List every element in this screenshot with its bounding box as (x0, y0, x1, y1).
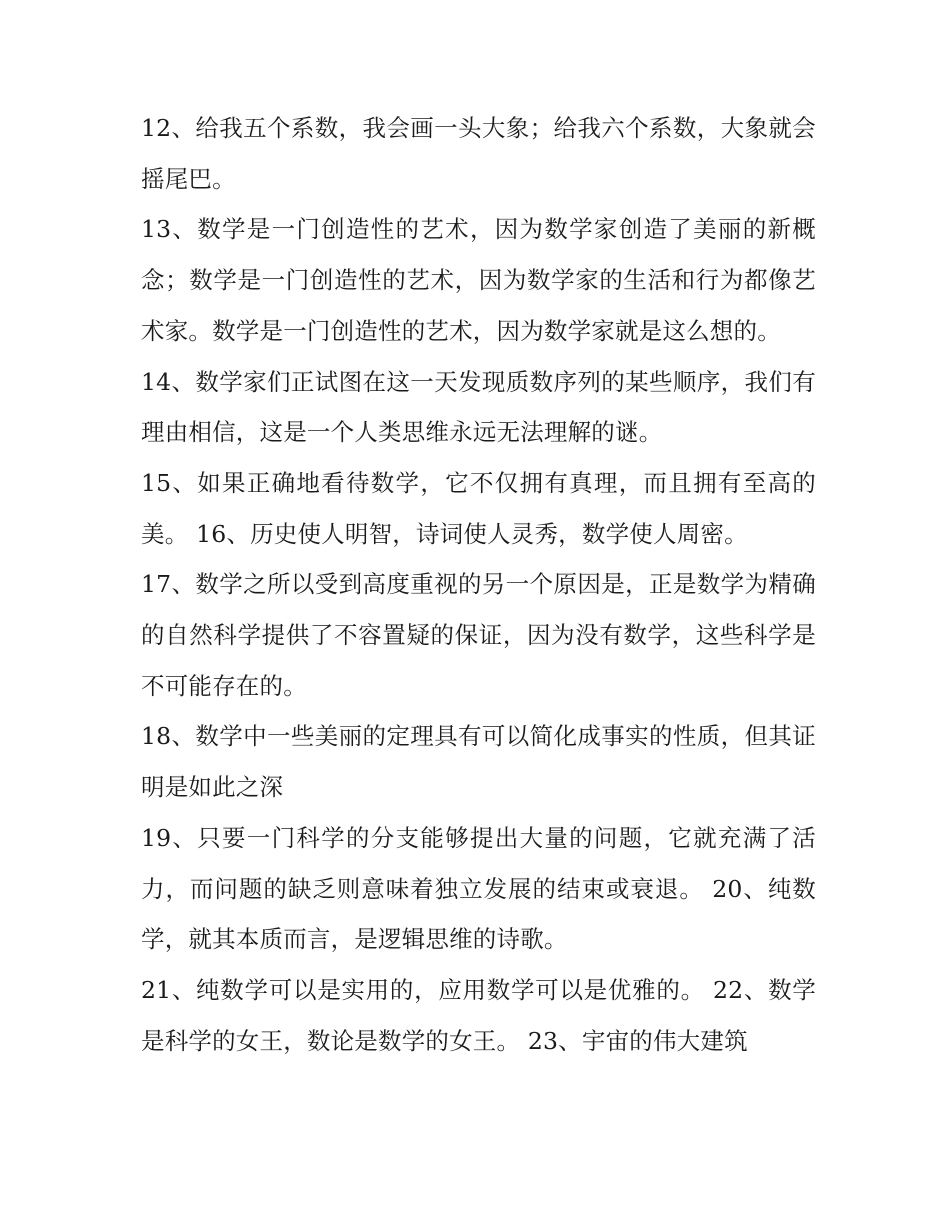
paragraph-19-20: 19、只要一门科学的分支能够提出大量的问题，它就充满了活力，而问题的缺乏则意味着独立发展的结束或衰退。 20、纯数学，就其本质而言，是逻辑思维的诗歌。 (141, 823, 816, 954)
paragraph-13: 13、数学是一门创造性的艺术，因为数学家创造了美丽的新概念；数学是一门创造性的艺术，因为数学家的生活和行为都像艺术家。数学是一门创造性的艺术，因为数学家就是这么想的。 (141, 215, 816, 345)
paragraph-18: 18、数学中一些美丽的定理具有可以简化成事实的性质，但其证明是如此之深 (141, 722, 816, 802)
paragraph-12: 12、给我五个系数，我会画一头大象；给我六个系数，大象就会摇尾巴。 (141, 114, 816, 193)
paragraph-21-23: 21、纯数学可以是实用的，应用数学可以是优雅的。 22、数学是科学的女王，数论是数学的女王。 23、宇宙的伟大建筑 (141, 975, 816, 1055)
paragraph-17: 17、数学之所以受到高度重视的另一个原因是，正是数学为精确的自然科学提供了不容置疑的保证，因为没有数学，这些科学是不可能存在的。 (141, 570, 816, 700)
paragraph-15-16: 15、如果正确地看待数学，它不仅拥有真理，而且拥有至高的美。 16、历史使人明智，诗词使人灵秀，数学使人周密。 (141, 468, 816, 548)
paragraph-14: 14、数学家们正试图在这一天发现质数序列的某些顺序，我们有理由相信，这是一个人类思维永远无法理解的谜。 (141, 367, 816, 447)
document-body (141, 103, 816, 1066)
